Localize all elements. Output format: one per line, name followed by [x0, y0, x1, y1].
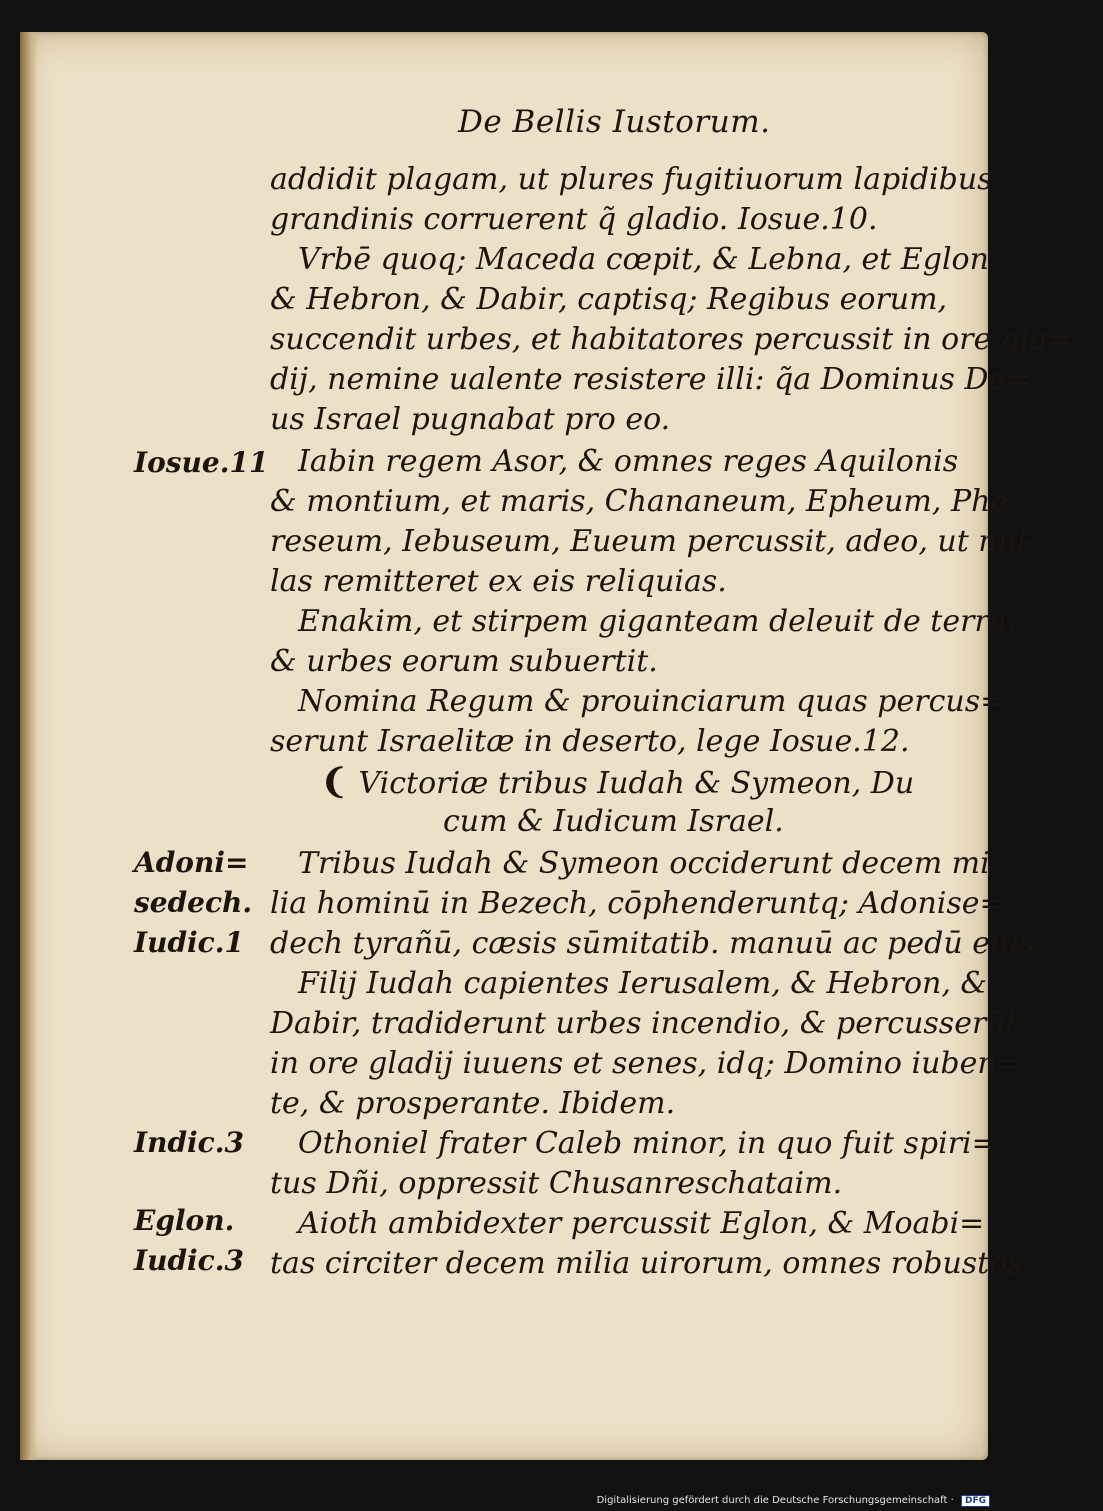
text-line: & Hebron, & Dabir, captisq; Regibus eorum,: [270, 282, 948, 317]
margin-note: Iudic.3: [134, 1244, 244, 1277]
margin-note: sedech.: [134, 886, 253, 919]
text-line: Vrbē quoq; Maceda cœpit, & Lebna, et Eglon: [298, 242, 989, 277]
text-line: & montium, et maris, Chananeum, Ephеum, Phe: [270, 484, 1009, 519]
text-line: grandinis corruerent q̃ gladio. Iosue.10.: [270, 202, 878, 237]
text-line: tus Dñi, oppressit Chusanreschataim.: [270, 1166, 843, 1201]
text-line: lia hominū in Bezech, cōphenderuntq; Adonise=: [270, 886, 1005, 921]
book-page: [20, 32, 1073, 1460]
text-line: Tribus Iudah & Symeon occiderunt decem mi: [298, 846, 990, 881]
margin-note: Iudic.1: [134, 926, 244, 959]
margin-note: Eglon.: [134, 1204, 235, 1237]
margin-note: Adoni=: [134, 846, 249, 879]
credit-text: Digitalisierung gefördert durch die Deutsche Forschungsgemeinschaft ·: [596, 1495, 954, 1506]
text-line: Othoniel frater Caleb minor, in quo fuit spiri=: [298, 1126, 997, 1161]
pilcrow-icon: ❨: [320, 762, 349, 802]
text-line: Iabin regem Asor, & omnes reges Aquilonis: [298, 444, 959, 479]
text-line: & urbes eorum subuertit.: [270, 644, 658, 679]
text-line: succendit urbes, et habitatores percussit in ore gla=: [270, 322, 1073, 357]
text-line: te, & prosperante. Ibidem.: [270, 1086, 676, 1121]
text-line: las remitteret ex eis reliquias.: [270, 564, 727, 599]
text-line: tas circiter decem milia uirorum, omnes robustos: [270, 1246, 1023, 1281]
digitization-credit: [597, 1495, 990, 1507]
text-line: Dabir, tradiderunt urbes incendio, & percusserūt: [270, 1006, 1018, 1041]
text-line: Nomina Regum & prouinciarum quas percus=: [298, 684, 1006, 719]
section-heading-text: Victoriæ tribus Iudah & Symeon, Du: [358, 766, 915, 801]
running-head: De Bellis Iustorum.: [458, 104, 771, 140]
margin-note: Iosue.11: [134, 446, 269, 479]
margin-note: Indic.3: [134, 1126, 244, 1159]
text-line: us Israel pugnabat pro eo.: [270, 402, 671, 437]
dfg-logo: DFG: [961, 1495, 990, 1507]
text-line: Enakim, et stirpem giganteam deleuit de terra,: [298, 604, 1017, 639]
text-line: Filij Iudah capientes Ierusalem, & Hebron, &: [298, 966, 988, 1001]
section-heading-line: cum & Iudicum Israel.: [443, 804, 784, 839]
text-line: in ore gladij iuuens et senes, idq; Domino iuben=: [270, 1046, 1022, 1081]
text-line: addidit plagam, ut plures fugitiuorum lapidibus: [270, 162, 993, 197]
text-line: Aioth ambidexter percussit Eglon, & Moabi=: [298, 1206, 985, 1241]
text-line: dij, nemine ualente resistere illi: q̃a Dominus De=: [270, 362, 1032, 397]
section-heading-line: [320, 762, 980, 804]
page-edge: [20, 32, 38, 1460]
text-line: dech tyrañū, cæsis sūmitatib. manuū ac pedū eius.: [270, 926, 1044, 961]
text-line: reseum, Iebuseum, Eueum percussit, adeo, ut nul-: [270, 524, 1037, 559]
text-line: serunt Israelitæ in deserto, lege Iosue.12.: [270, 724, 910, 759]
